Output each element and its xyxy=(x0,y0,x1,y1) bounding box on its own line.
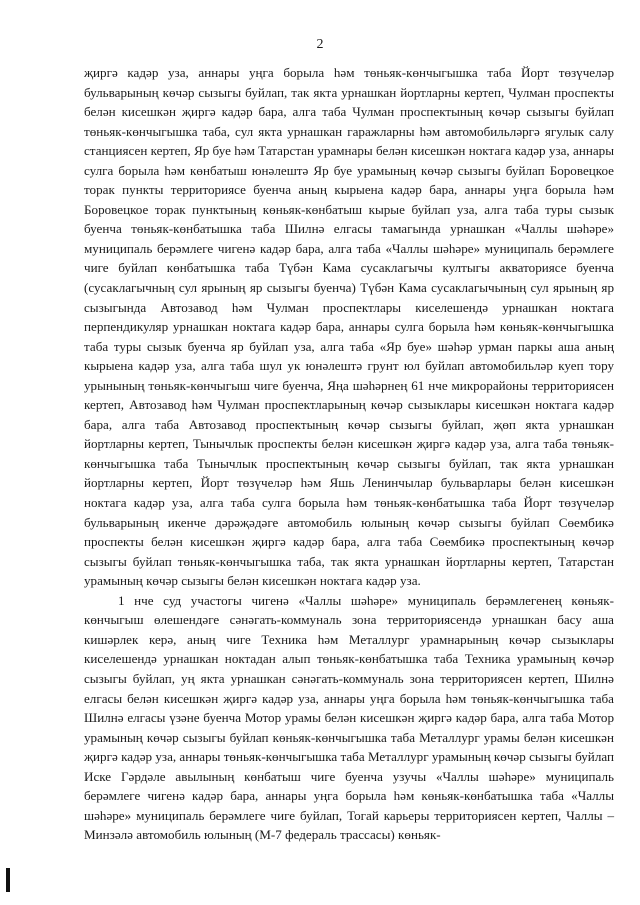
scan-edge-mark xyxy=(6,868,10,892)
paragraph-court-district-1: 1 нче суд участогы чигенә «Чаллы шәһәре» муниципаль берәмлегенең көньяк-көнчыгыш өлешендәге сәнәгать-коммуналь зона территориясендә урнашкан басу аша кишәрлек керә, аның чиге Техника һәм Металлург урамнарының көчәр сызыклары киселешендә урнашкан ноктадан алып төньяк-көнбатышка таба Техника урамының көчәр сызыгы буйлап, уң якта урнашкан сәнәгать-коммуналь зона территориясен кертеп, Шилнә елгасы белән кисешкән җиргә кадәр уза, аннары уңга борыла һәм төньяк-көнчыгышка таба Шилнә елгасы үзәне буенча Мотор урамы белән кисешкән җиргә кадәр бара, алга таба Мотор урамының көчәр сызыгы буйлап көньяк-көнчыгышка таба Металлург урамы белән кисешкән җиргә кадәр уза, аннары төньяк-көнчыгышка таба Металлург урамының көчәр сызыгы буйлап Иске Гәрдәле авылының көнбатыш чиге буенча узучы «Чаллы шәһәре» муниципаль берәмлеге чигенә кадәр бара, аннары уңга борыла һәм көньяк-көнбатышка таба «Чаллы шәһәре» муниципаль берәмлеге чиге буйлап, Тогай карьеры территориясен кертеп, Чаллы – Минзәлә автомобиль юлының (М-7 федераль трассасы) көньяк- xyxy=(84,592,614,843)
page-number: 2 xyxy=(316,37,324,52)
paragraph-boundary-continuation: җиргә кадәр уза, аннары уңга борыла һәм төньяк-көнчыгышка таба Йорт төзүчеләр бульварының көчәр сызыгы буйлап, так якта урнашкан йортларны кертеп, Чулман проспекты белән кисешкән җиргә кадәр бара, алга таба Чулман проспектының көчәр сызыгы буйлап төньяк-көнчыгышка таба, сул якта урнашкан гаражларны һәм автомобильләргә ягулык салу станциясен кертеп, Яр буе һәм Татарстан урамнары белән кисешкән ноктага кадәр уза, аннары сулга борыла һәм көнбатыш юнәлештә Яр буе урамының көчәр сызыгы буйлап Боровецкое торак пункты территориясе буенча аның кырыена кадәр бара, аннары уңга борыла һәм Боровецкое торак пунктының көньяк-көнбатыш кырые буйлап уза, алга таба туры сызык буенча төньяк-көнбатышка таба Шилнә елгасы тамагында урнашкан «Чаллы шәһәре» муниципаль берәмлеге чигенә кадәр бара, алга таба «Чаллы шәһәре» муниципаль берәмлеге чиге буйлап көнбатышка таба Түбән Кама сусаклагычы култыгы акваториясе буенча (сусаклагычның сул ярының яр сызыгы буенча) Түбән Кама сусаклагычының сул ярының яр сызыгында Автозавод һәм Чулман проспектлары киселешендә урнашкан ноктага перпендикуляр урнашкан ноктага кадәр бара, аннары сулга борыла һәм көньяк-көнчыгышка таба туры сызык буенча яр буйлап уза, алга таба «Яр буе» шәһәр урман паркы аша аның кырыена кадәр уза, алга таба шул ук юнәлештә грунт юл буйлап автомобильләр куеп тору урынының төньяк-көнчыгыш чиге буенча, Яңа шәһәрнең 61 нче микрорайоны территориясен кертеп, Автозавод һәм Чулман проспектларының көчәр сызыклары кисешкән ноктага кадәр бара, алга таба Автозавод проспектының көчәр сызыгы буйлап, җөп якта урнашкан йортларны кертеп, Тынычлык проспекты белән кисешкән җиргә кадәр уза, алга таба төньяк-көнчыгышка таба Тынычлык проспектының көчәр сызыгы буйлап, так якта урнашкан йортларны кертеп, Йорт төзүчеләр һәм Яшь Ленинчылар бульварлары белән кисешкән ноктага кадәр уза, алга таба сулга борыла һәм төньяк-көнбатышка таба Йорт төзүчеләр бульварының икенче дәрәҗәдәге автомобиль юлының көчәр сызыгы буйлап Сөембикә проспекты белән кисешкән җиргә кадәр бара, алга таба Сөембикә проспектының көчәр сызыгы буйлап төньяк-көнчыгышка таба, так якта урнашкан йортларны кертеп, Татарстан урамының көчәр сызыгы белән кисешкән ноктага кадәр уза. xyxy=(84,65,614,589)
document-body xyxy=(84,63,614,845)
